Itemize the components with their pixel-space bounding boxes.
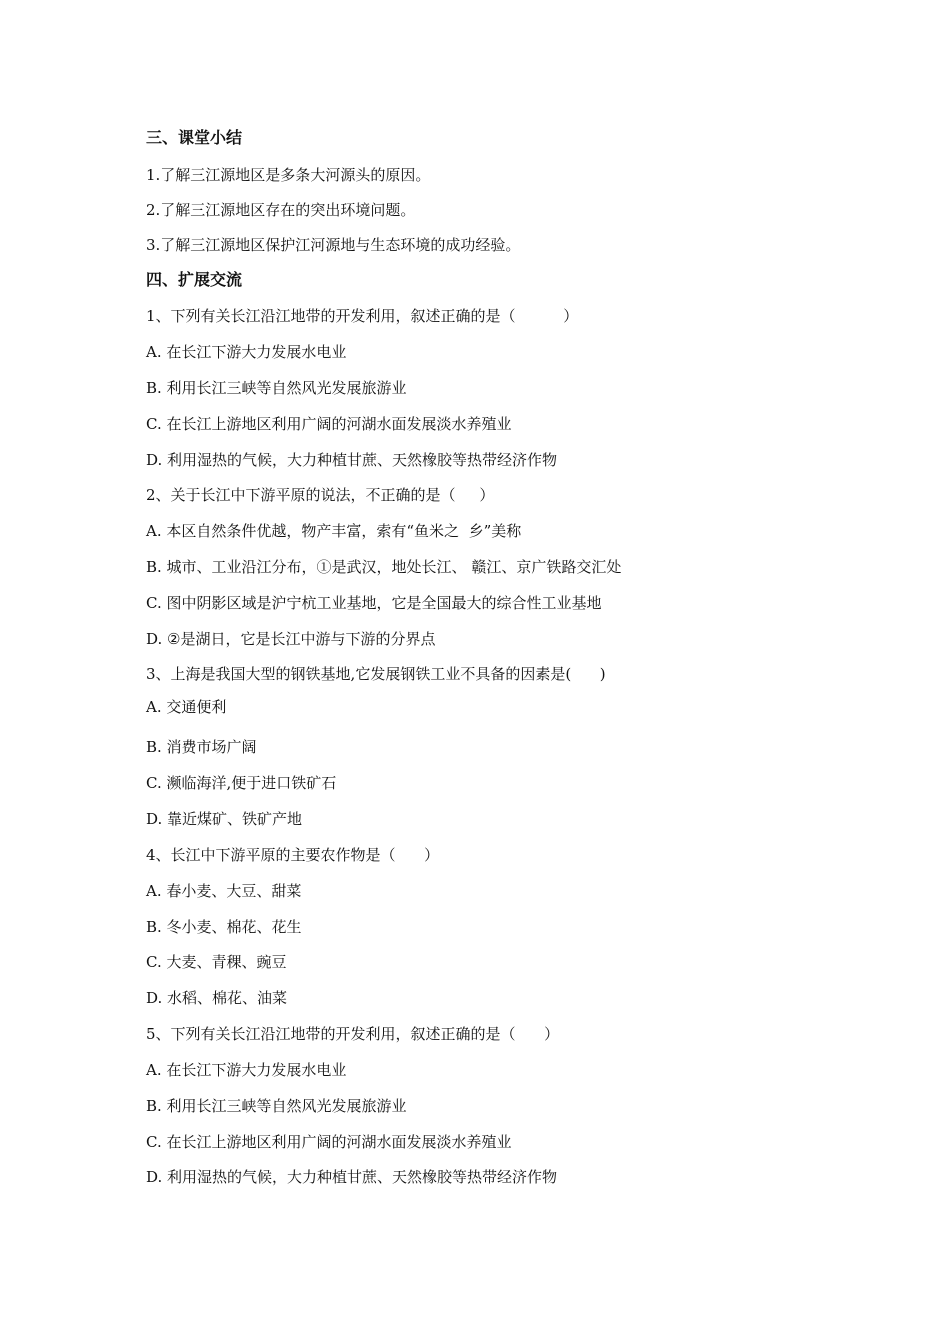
question-3-option-a: A. 交通便利 xyxy=(146,698,227,716)
question-1-option-c: C. 在长江上游地区利用广阔的河湖水面发展淡水养殖业 xyxy=(146,415,512,433)
question-1-stem: 1、下列有关长江沿江地带的开发利用，叙述正确的是（ ） xyxy=(146,307,579,325)
question-5-option-a: A. 在长江下游大力发展水电业 xyxy=(146,1061,347,1079)
question-5-option-c: C. 在长江上游地区利用广阔的河湖水面发展淡水养殖业 xyxy=(146,1133,512,1151)
question-2-option-a: A. 本区自然条件优越，物产丰富，索有“鱼米之 乡”美称 xyxy=(146,522,522,540)
question-3-option-b: B. 消费市场广阔 xyxy=(146,738,257,756)
summary-item-2: 2.了解三江源地区存在的突出环境问题。 xyxy=(146,201,416,219)
question-3-stem: 3、上海是我国大型的钢铁基地,它发展钢铁工业不具备的因素是( ) xyxy=(146,665,606,683)
question-4-option-d: D. 水稻、棉花、油菜 xyxy=(146,989,288,1007)
question-5-option-b: B. 利用长江三峡等自然风光发展旅游业 xyxy=(146,1097,407,1115)
question-1-option-b: B. 利用长江三峡等自然风光发展旅游业 xyxy=(146,379,407,397)
question-1-option-d: D. 利用湿热的气候，大力种植甘蔗、天然橡胶等热带经济作物 xyxy=(146,451,558,469)
question-5-stem: 5、下列有关长江沿江地带的开发利用，叙述正确的是（ ） xyxy=(146,1025,560,1043)
question-3-option-c: C. 濒临海洋,便于进口铁矿石 xyxy=(146,774,337,792)
summary-item-3: 3.了解三江源地区保护江河源地与生态环境的成功经验。 xyxy=(146,236,521,254)
question-2-option-d: D. ②是湖日，它是长江中游与下游的分界点 xyxy=(146,630,436,648)
question-3-option-d: D. 靠近煤矿、铁矿产地 xyxy=(146,810,303,828)
question-5-option-d: D. 利用湿热的气候，大力种植甘蔗、天然橡胶等热带经济作物 xyxy=(146,1168,558,1186)
question-2-option-b: B. 城市、工业沿江分布，①是武汉，地处长江、 赣江、京广铁路交汇处 xyxy=(146,558,622,576)
section-heading-exchange: 四、扩展交流 xyxy=(146,270,243,289)
question-2-stem: 2、关于长江中下游平原的说法，不正确的是（ ） xyxy=(146,486,495,504)
question-2-option-c: C. 图中阴影区域是沪宁杭工业基地，它是全国最大的综合性工业基地 xyxy=(146,594,602,612)
summary-item-1: 1.了解三江源地区是多条大河源头的原因。 xyxy=(146,166,431,184)
question-4-option-a: A. 春小麦、大豆、甜菜 xyxy=(146,882,302,900)
question-1-option-a: A. 在长江下游大力发展水电业 xyxy=(146,343,347,361)
section-heading-summary: 三、课堂小结 xyxy=(146,128,243,147)
question-4-option-c: C. 大麦、青稞、豌豆 xyxy=(146,953,287,971)
question-4-option-b: B. 冬小麦、棉花、花生 xyxy=(146,918,302,936)
question-4-stem: 4、长江中下游平原的主要农作物是（ ） xyxy=(146,846,440,864)
